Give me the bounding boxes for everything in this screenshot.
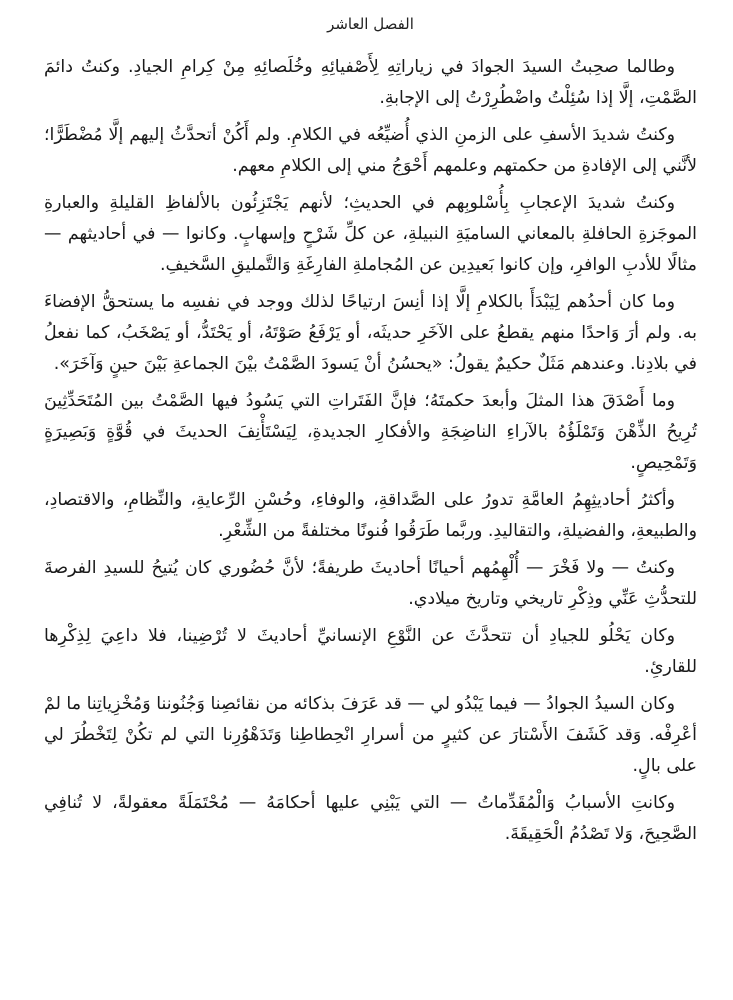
paragraph: وكان السيدُ الجوادُ — فيما يَبْدُو لي — قد عَرَفَ بذكائه من نقائصِنا وَجُنُوننا وَمُخْزِياتِنا ما لمْ أعْرِفْه. وَقد كَشَفَ الأَسْتارَ عن كثيرٍ من أسرارِ انْحِطاطِنا وَتَدَهْوُرِنا التي لم تكُنْ لِتَخْطُرَ لي على بالٍ. <box>44 694 697 776</box>
paragraph: وأكثرُ أحاديثِهِمُ العامَّةِ تدورُ على الصَّداقةِ، والوفاءِ، وحُسْنِ الرِّعايةِ، والنِّظامِ، والاقتصادِ، والطبيعةِ، والفضيلةِ، والتقاليدِ. وربَّما طَرَقُوا فُنونًا مختلفةً من الشِّعْرِ. <box>44 490 697 541</box>
paragraph: وما كان أحدُهم لِيَبْدَأَ بالكلامِ إلَّا إذا أنِسَ ارتياحًا لذلك ووجد في نفسِه ما يستحقُّ الإفضاءَ به. ولم أرَ وَاحدًا منهم يقطعُ على الآخَرِ حديثَه، أو يَرْفَعُ صَوْتَهُ، أو يَحْتَدُّ، أو يَصْخَبُ، كما نفعلُ في بلادِنا. وعندهم مَثَلٌ حكيمٌ يقولُ: «يحسُنُ أنْ يَسودَ الصَّمْتُ بيْنَ الجماعةِ بَيْنَ حينٍ وَآخَرَ». <box>44 292 697 374</box>
paragraph: وما أَصْدَقَ هذا المثلَ وأبعدَ حكمتَهُ؛ فإنَّ الفَتَراتِ التي يَسُودُ فيها الصَّمْتُ بين المُتَحَدِّثِينَ تُرِيحُ الذِّهْنَ وَتَمْلَؤُهُ بالآراءِ الناضِجَةِ والأفكارِ الجديدةِ، لِيَسْتَأْنِفَ الحديثَ في قُوَّةٍ وَبَصِيرَةٍ وَتَمْحِيصٍ. <box>44 391 697 473</box>
paragraph: وكان يَحْلُو للجيادِ أن تتحدَّثَ عن النَّوْعِ الإنسانيِّ أحاديثَ لا تُرْضِينا، فلا داعِيَ لِذِكْرِها للقارئِ. <box>44 626 697 677</box>
paragraph: وطالما صحِبتُ السيدَ الجوادَ في زياراتِهِ لِأَصْفيائِهِ وخُلَصائِهِ مِنْ كِرامِ الجيادِ. وكنتُ دائمَ الصَّمْتِ، إلَّا إذا سُئِلْتُ واضْطُرِرْتُ إلى الإجابةِ. <box>44 57 697 108</box>
paragraph: وكانتِ الأسبابُ وَالْمُقَدِّماتُ — التي يَبْنِي عليها أحكامَهُ — مُحْتَمَلَةً معقولةً، لا تُنافِي الصَّحِيحَ، وَلا تَصْدُمُ الْحَقِيقَةَ. <box>44 793 697 844</box>
paragraph: وكنتُ شديدَ الإعجابِ بِأُسْلوبِهم في الحديثِ؛ لأنهم يَجْتَزِئُون بالألفاظِ القليلةِ والعبارةِ الموجَزةِ الحافلةِ بالمعاني الساميَةِ النبيلةِ، عن كلِّ شَرْحٍ وإسهابٍ. وكانوا — في أحاديثهم — مثالًا للأدبِ الوافرِ، وإن كانوا بَعيدِين عن المُجاملةِ الفارِغَةِ وَالتَّمليقِ السَّخيفِ. <box>44 193 697 275</box>
paragraph: وكنتُ — ولا فَخْرَ — أُلْهِمُهم أحيانًا أحاديثَ طريفةً؛ لأنَّ حُضُوري كان يُتيحُ للسيدِ الفرصةَ للتحدُّثِ عَنِّي وذِكْرِ تاريخي وتاريخ ميلادي. <box>44 558 697 609</box>
paragraph: وكنتُ شديدَ الأسفِ على الزمنِ الذي أُضيِّعُه في الكلامِ. ولم أَكُنْ أتحدَّثُ إليهم إلَّا مُضْطَرًّا؛ لأنَّني إلى الإفادةِ من حكمتهم وعلمهم أَحْوَجُ مني إلى الكلامِ معهم. <box>44 125 697 176</box>
chapter-body <box>44 52 697 850</box>
chapter-title: الفصل العاشر <box>327 15 414 33</box>
